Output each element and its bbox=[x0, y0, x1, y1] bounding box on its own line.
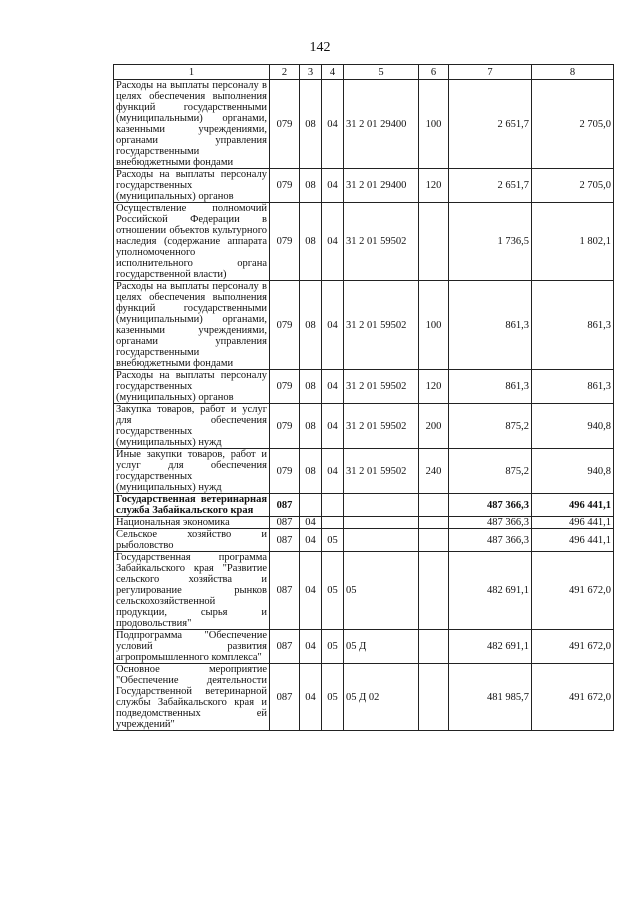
cell-c8: 491 672,0 bbox=[532, 630, 614, 664]
row-name-cell: Подпрограмма "Обеспечение условий развития агропромышленного комплекса" bbox=[114, 630, 270, 664]
cell-c7: 487 366,3 bbox=[449, 494, 532, 517]
cell-c5: 31 2 01 59502 bbox=[344, 370, 419, 404]
cell-c6 bbox=[419, 203, 449, 281]
cell-c5: 31 2 01 59502 bbox=[344, 449, 419, 494]
cell-c4: 04 bbox=[322, 281, 344, 370]
cell-c4: 04 bbox=[322, 449, 344, 494]
row-name-cell: Расходы на выплаты персоналу в целях обеспечения выполнения функций государственными (муниципальными) органами, казенными учреждениями, органами управления государственными внебюджетными фондами bbox=[114, 80, 270, 169]
cell-c7: 487 366,3 bbox=[449, 517, 532, 529]
cell-c8: 940,8 bbox=[532, 449, 614, 494]
cell-c6: 100 bbox=[419, 80, 449, 169]
cell-c7: 482 691,1 bbox=[449, 552, 532, 630]
cell-c3: 04 bbox=[300, 630, 322, 664]
table-row bbox=[114, 449, 614, 494]
cell-c8: 496 441,1 bbox=[532, 494, 614, 517]
cell-c5: 31 2 01 29400 bbox=[344, 169, 419, 203]
cell-c6 bbox=[419, 664, 449, 731]
cell-c4 bbox=[322, 494, 344, 517]
col-header: 2 bbox=[270, 65, 300, 80]
cell-c8: 491 672,0 bbox=[532, 552, 614, 630]
table-row bbox=[114, 664, 614, 731]
cell-c7: 482 691,1 bbox=[449, 630, 532, 664]
row-name-cell: Расходы на выплаты персоналу в целях обеспечения выполнения функций государственными (муниципальными) органами, казенными учреждениями, органами управления государственными внебюджетными фондами bbox=[114, 281, 270, 370]
cell-c5: 05 bbox=[344, 552, 419, 630]
cell-c6: 100 bbox=[419, 281, 449, 370]
row-name-cell: Государственная ветеринарная служба Забайкальского края bbox=[114, 494, 270, 517]
cell-c6 bbox=[419, 517, 449, 529]
cell-c3: 08 bbox=[300, 281, 322, 370]
col-header: 7 bbox=[449, 65, 532, 80]
cell-c2: 079 bbox=[270, 404, 300, 449]
cell-c5 bbox=[344, 494, 419, 517]
cell-c4: 04 bbox=[322, 370, 344, 404]
cell-c2: 087 bbox=[270, 494, 300, 517]
cell-c8: 861,3 bbox=[532, 370, 614, 404]
cell-c4: 04 bbox=[322, 404, 344, 449]
cell-c7: 1 736,5 bbox=[449, 203, 532, 281]
cell-c3: 08 bbox=[300, 169, 322, 203]
row-name-cell: Национальная экономика bbox=[114, 517, 270, 529]
cell-c2: 087 bbox=[270, 552, 300, 630]
cell-c3: 08 bbox=[300, 370, 322, 404]
cell-c3: 08 bbox=[300, 449, 322, 494]
col-header: 3 bbox=[300, 65, 322, 80]
cell-c3: 08 bbox=[300, 404, 322, 449]
cell-c5: 31 2 01 59502 bbox=[344, 281, 419, 370]
cell-c4: 04 bbox=[322, 80, 344, 169]
row-name-cell: Осуществление полномочий Российской Федерации в отношении объектов культурного наследия (содержание аппарата уполномоченного исполнительного органа государственной власти) bbox=[114, 203, 270, 281]
cell-c7: 487 366,3 bbox=[449, 529, 532, 552]
table-row bbox=[114, 203, 614, 281]
header-row bbox=[114, 65, 614, 80]
cell-c3: 04 bbox=[300, 552, 322, 630]
table-row bbox=[114, 630, 614, 664]
col-header: 4 bbox=[322, 65, 344, 80]
cell-c3: 04 bbox=[300, 664, 322, 731]
cell-c6 bbox=[419, 494, 449, 517]
cell-c5 bbox=[344, 517, 419, 529]
cell-c8: 2 705,0 bbox=[532, 169, 614, 203]
cell-c3: 04 bbox=[300, 529, 322, 552]
cell-c4: 05 bbox=[322, 630, 344, 664]
cell-c5: 31 2 01 59502 bbox=[344, 203, 419, 281]
cell-c8: 496 441,1 bbox=[532, 529, 614, 552]
cell-c5: 05 Д bbox=[344, 630, 419, 664]
table-row bbox=[114, 552, 614, 630]
cell-c5: 31 2 01 59502 bbox=[344, 404, 419, 449]
row-name-cell: Расходы на выплаты персоналу государственных (муниципальных) органов bbox=[114, 370, 270, 404]
cell-c2: 087 bbox=[270, 529, 300, 552]
row-name-cell: Основное мероприятие "Обеспечение деятельности Государственной ветеринарной службы Забайкальского края и подведомственных ей учреждений" bbox=[114, 664, 270, 731]
cell-c7: 2 651,7 bbox=[449, 169, 532, 203]
cell-c8: 1 802,1 bbox=[532, 203, 614, 281]
cell-c5: 31 2 01 29400 bbox=[344, 80, 419, 169]
table-row bbox=[114, 169, 614, 203]
cell-c8: 491 672,0 bbox=[532, 664, 614, 731]
row-name-cell: Закупка товаров, работ и услуг для обеспечения государственных (муниципальных) нужд bbox=[114, 404, 270, 449]
col-header: 8 bbox=[532, 65, 614, 80]
cell-c2: 079 bbox=[270, 80, 300, 169]
page-number: 142 bbox=[309, 40, 331, 55]
cell-c6 bbox=[419, 630, 449, 664]
cell-c8: 940,8 bbox=[532, 404, 614, 449]
cell-c4: 05 bbox=[322, 664, 344, 731]
cell-c7: 875,2 bbox=[449, 449, 532, 494]
cell-c6 bbox=[419, 552, 449, 630]
cell-c2: 079 bbox=[270, 281, 300, 370]
budget-table bbox=[113, 64, 614, 731]
row-name-cell: Расходы на выплаты персоналу государственных (муниципальных) органов bbox=[114, 169, 270, 203]
cell-c4: 04 bbox=[322, 203, 344, 281]
cell-c8: 2 705,0 bbox=[532, 80, 614, 169]
cell-c2: 079 bbox=[270, 203, 300, 281]
table-row bbox=[114, 529, 614, 552]
cell-c7: 861,3 bbox=[449, 370, 532, 404]
cell-c2: 079 bbox=[270, 169, 300, 203]
cell-c8: 861,3 bbox=[532, 281, 614, 370]
cell-c8: 496 441,1 bbox=[532, 517, 614, 529]
cell-c6: 120 bbox=[419, 169, 449, 203]
col-header: 5 bbox=[344, 65, 419, 80]
cell-c2: 087 bbox=[270, 517, 300, 529]
cell-c7: 481 985,7 bbox=[449, 664, 532, 731]
cell-c2: 087 bbox=[270, 630, 300, 664]
table-row bbox=[114, 281, 614, 370]
cell-c5: 05 Д 02 bbox=[344, 664, 419, 731]
cell-c2: 087 bbox=[270, 664, 300, 731]
cell-c3 bbox=[300, 494, 322, 517]
cell-c7: 875,2 bbox=[449, 404, 532, 449]
cell-c4 bbox=[322, 517, 344, 529]
table-row bbox=[114, 404, 614, 449]
cell-c6: 240 bbox=[419, 449, 449, 494]
cell-c4: 04 bbox=[322, 169, 344, 203]
cell-c5 bbox=[344, 529, 419, 552]
cell-c4: 05 bbox=[322, 529, 344, 552]
cell-c6 bbox=[419, 529, 449, 552]
cell-c7: 2 651,7 bbox=[449, 80, 532, 169]
row-name-cell: Иные закупки товаров, работ и услуг для обеспечения государственных (муниципальных) нужд bbox=[114, 449, 270, 494]
cell-c3: 08 bbox=[300, 203, 322, 281]
cell-c2: 079 bbox=[270, 449, 300, 494]
table-row bbox=[114, 370, 614, 404]
cell-c7: 861,3 bbox=[449, 281, 532, 370]
row-name-cell: Государственная программа Забайкальского края "Развитие сельского хозяйства и регулирование рынков сельскохозяйственной продукции, сырья и продовольствия" bbox=[114, 552, 270, 630]
table-row bbox=[114, 494, 614, 517]
cell-c3: 04 bbox=[300, 517, 322, 529]
col-header: 1 bbox=[114, 65, 270, 80]
cell-c3: 08 bbox=[300, 80, 322, 169]
cell-c4: 05 bbox=[322, 552, 344, 630]
col-header: 6 bbox=[419, 65, 449, 80]
table-row bbox=[114, 80, 614, 169]
cell-c6: 200 bbox=[419, 404, 449, 449]
table-row bbox=[114, 517, 614, 529]
cell-c2: 079 bbox=[270, 370, 300, 404]
row-name-cell: Сельское хозяйство и рыболовство bbox=[114, 529, 270, 552]
cell-c6: 120 bbox=[419, 370, 449, 404]
